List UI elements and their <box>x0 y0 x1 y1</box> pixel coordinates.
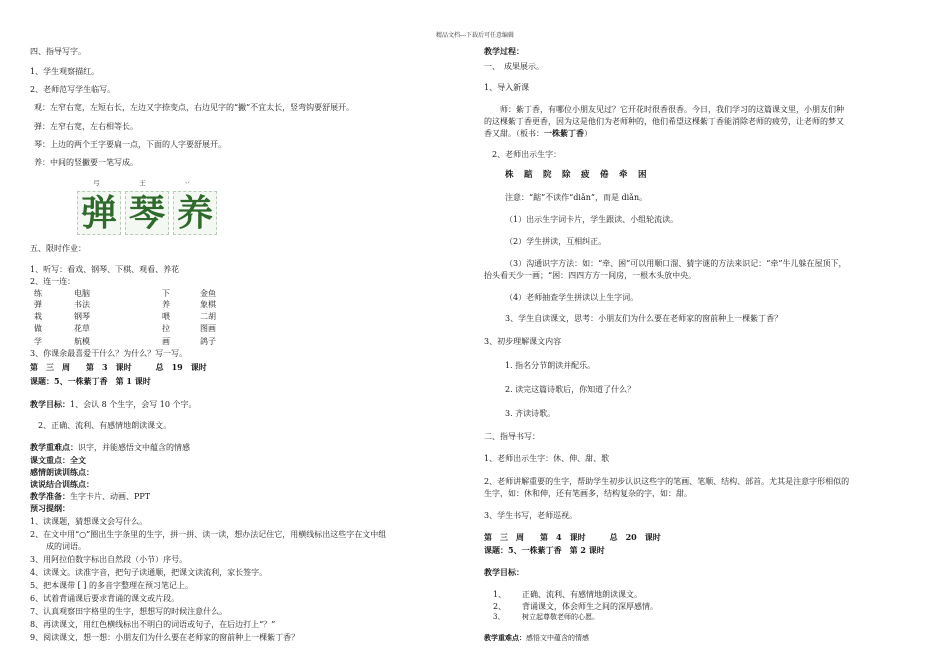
lesson-topic: 课题：5、一株紫丁香 第 2 课时 <box>484 545 605 555</box>
match-word: 栽 <box>34 312 42 321</box>
value: 识字，并能感悟文中蕴含的情感 <box>78 443 190 452</box>
match-word: 金鱼 <box>200 289 216 298</box>
character-box: 养 <box>173 191 217 235</box>
match-word: 做 <box>34 324 42 333</box>
match-word: 拉 <box>162 324 170 333</box>
list-item: 5、把本课带 [ ] 的多音字整理在预习笔记上。 <box>30 581 193 590</box>
list-item: 9、阅读课文，想一想：小朋友们为什么要在老师家的窗前种上一棵紫丁香？ <box>30 633 300 642</box>
section-heading: 四、指导写字。 <box>30 47 86 56</box>
text-line: 预习提纲： <box>30 503 70 513</box>
list-number: 2、 <box>493 602 507 611</box>
text-line: 抬头看天少一画；“困：四四方方一间房，一根木头放中央。 <box>484 271 697 280</box>
text-line <box>484 632 589 644</box>
text-line: 感情朗读训练点： <box>30 467 94 477</box>
text-line: 琴：上边的两个王字要扁一点，下面的人字要舒展开。 <box>34 140 226 149</box>
list-item: 4、读课文。读准字音，把句子读通顺，把课文读流利，家长签字。 <box>30 568 268 577</box>
section-heading: 二、指导书写： <box>484 432 540 441</box>
list-item: 背诵课文，体会师生之间的深厚感情。 <box>522 602 658 611</box>
text-line <box>30 491 150 502</box>
text-line: 3、学生书写，老师巡视。 <box>484 511 578 520</box>
text-line: 2、连一连： <box>30 277 76 286</box>
list-item: 正确、流利、有感情地朗读课文。 <box>522 590 642 599</box>
text-line: 1、学生观察描红。 <box>30 67 100 76</box>
section-heading: 教学过程： <box>484 46 524 56</box>
text-line: 3、初步理解课文内容 <box>484 337 562 346</box>
text-line: 观：左窄右宽，左短右长，左边又字捺变点，右边见字的“撇”不宜太长，竖弯钩要舒展开。 <box>34 103 355 112</box>
list-item: 7、认真观察田字格里的生字，想想写的时候注意什么。 <box>30 607 228 616</box>
text-fragment: ） <box>584 129 592 138</box>
text-line: 注意：“踮”不读作“diǎn”，而是 diǎn。 <box>505 193 648 202</box>
match-word: 弹 <box>34 300 42 309</box>
match-word: 二胡 <box>200 312 216 321</box>
text-line <box>30 399 197 410</box>
match-word: 下 <box>162 289 170 298</box>
list-item: 1、读课题，猜想课文会写什么。 <box>30 517 148 526</box>
text-line: （3）沟通识字方法：如：“牵、困”可以用顺口溜、猜字谜的方法来识记：“牵”牛儿躲在屋顶下， <box>505 259 847 268</box>
lesson-week-line: 第 三 周 第 3 课时 总 19 课时 <box>30 362 207 372</box>
pinyin-hint: 弓 <box>93 179 100 187</box>
match-word: 象棋 <box>200 300 216 309</box>
text-line: 一、 成果展示。 <box>484 62 544 71</box>
text-line <box>484 128 592 139</box>
text-line: 2、老师范写学生临写。 <box>30 85 116 94</box>
text-line: 读说结合训练点： <box>30 479 94 489</box>
value: 生字卡片、动画、PPT <box>70 492 151 501</box>
list-item: 6、试着背诵课后要求背诵的课文或片段。 <box>30 594 180 603</box>
match-word: 学 <box>34 337 42 346</box>
match-word: 花草 <box>74 324 90 333</box>
text-line: 3、学生自读课文，思考：小朋友们为什么要在老师家的窗前种上一棵紫丁香？ <box>505 314 783 323</box>
text-line: 2、老师出示生字： <box>492 150 562 159</box>
match-word: 鸽子 <box>200 337 216 346</box>
match-word: 图画 <box>200 324 216 333</box>
text-line: 1、老师出示生字：休、伸、甜、歌 <box>484 454 610 463</box>
value: 感悟文中蕴含的情感 <box>526 634 589 642</box>
text-line: 师：紫丁香，有哪位小朋友见过？它开花时很香很香。今日，我们学习的这篇课文里，小朋友们种 <box>500 105 844 114</box>
match-word: 养 <box>162 300 170 309</box>
label: 教学准备： <box>30 491 70 501</box>
lesson-topic: 课题：5、一株紫丁香 第 1 课时 <box>30 376 151 386</box>
lesson-week-line: 第 三 周 第 4 课时 总 20 课时 <box>484 532 661 542</box>
text-line: 3、你课余最喜爱干什么？为什么？写一写。 <box>30 349 188 358</box>
text-line <box>30 442 190 453</box>
text-line: 2、老师讲解重要的生字，帮助学生初步认识这些字的笔画、笔顺、结构、部首。尤其是注意字形相似的 <box>484 477 850 486</box>
list-item: 2. 读完这篇诗歌后，你知道了什么？ <box>505 385 636 394</box>
pinyin-hint: 王 <box>139 179 146 187</box>
match-word: 喂 <box>162 312 170 321</box>
text-fragment: 香又甜。（板书： <box>484 129 544 138</box>
match-word: 练 <box>34 289 42 298</box>
blackboard-title: 一株紫丁香 <box>544 128 584 138</box>
list-item: 3. 齐读诗歌。 <box>505 409 556 418</box>
text-line: （4）老师抽查学生拼读以上生字词。 <box>505 293 639 302</box>
list-number: 3、 <box>493 613 505 621</box>
label: 教学重难点： <box>30 442 78 452</box>
text-line: 的这棵紫丁香更香，因为这是他们为老师种的，他们希望这棵紫丁香能消除老师的疲劳，让老师的梦又 <box>484 117 844 126</box>
list-item: 1. 指名分节朗读并配乐。 <box>505 361 596 370</box>
value: 1、会认 8 个生字，会写 10 个字。 <box>70 400 197 409</box>
list-item: 树立起尊敬老师的心愿。 <box>522 613 599 621</box>
label: 教学目标： <box>30 399 70 409</box>
match-word: 钢琴 <box>74 312 90 321</box>
text-line: 养：中间的竖撇要一笔写成。 <box>34 158 138 167</box>
match-word: 电脑 <box>74 289 90 298</box>
list-number: 1、 <box>493 590 507 599</box>
character-samples <box>77 191 215 235</box>
page-header: 精品文档---下载后可任意编辑 <box>435 32 515 39</box>
character-box: 琴 <box>125 191 169 235</box>
text-line: 生字，如：休和伸，还有笔画多，结构复杂的字，如：甜。 <box>484 489 692 498</box>
list-item: 2、在文中用“○”圈出生字条里的生字，拼一拼、读一读，想办法记住它，用横线标出这些字在文中组 <box>30 530 387 539</box>
text-line: 课文重点：全文 <box>30 455 86 465</box>
new-characters: 株 踮 院 除 疲 倦 牵 困 <box>505 170 648 180</box>
text-line: 1、导入新课 <box>484 83 530 92</box>
pinyin-hint: 丷 <box>184 179 191 187</box>
character-box: 弹 <box>77 191 121 235</box>
text-line: 1、听写：看戏、钢琴、下棋、观看、养花 <box>30 265 180 274</box>
label: 教学重难点： <box>484 633 526 642</box>
list-item: 3、用阿拉伯数字标出自然段（小节）序号。 <box>30 555 188 564</box>
match-word: 航模 <box>74 337 90 346</box>
text-line: 2、正确、流利、有感情地朗读课文。 <box>38 421 172 430</box>
list-item: 成的词语。 <box>46 542 86 551</box>
text-line: （2）学生拼读，互相纠正。 <box>505 237 607 246</box>
text-line: （1）出示生字词卡片，学生跟读、小组轮流读。 <box>505 215 679 224</box>
text-line: 弹：左窄右宽，左右相等长。 <box>34 122 138 131</box>
match-word: 画 <box>162 337 170 346</box>
section-heading: 教学目标： <box>484 567 524 577</box>
section-heading: 五、限时作业： <box>30 244 86 253</box>
list-item: 8、再读课文，用红色横线标出不明白的词语或句子，在后边打上“？” <box>30 620 276 629</box>
match-word: 书法 <box>74 300 90 309</box>
